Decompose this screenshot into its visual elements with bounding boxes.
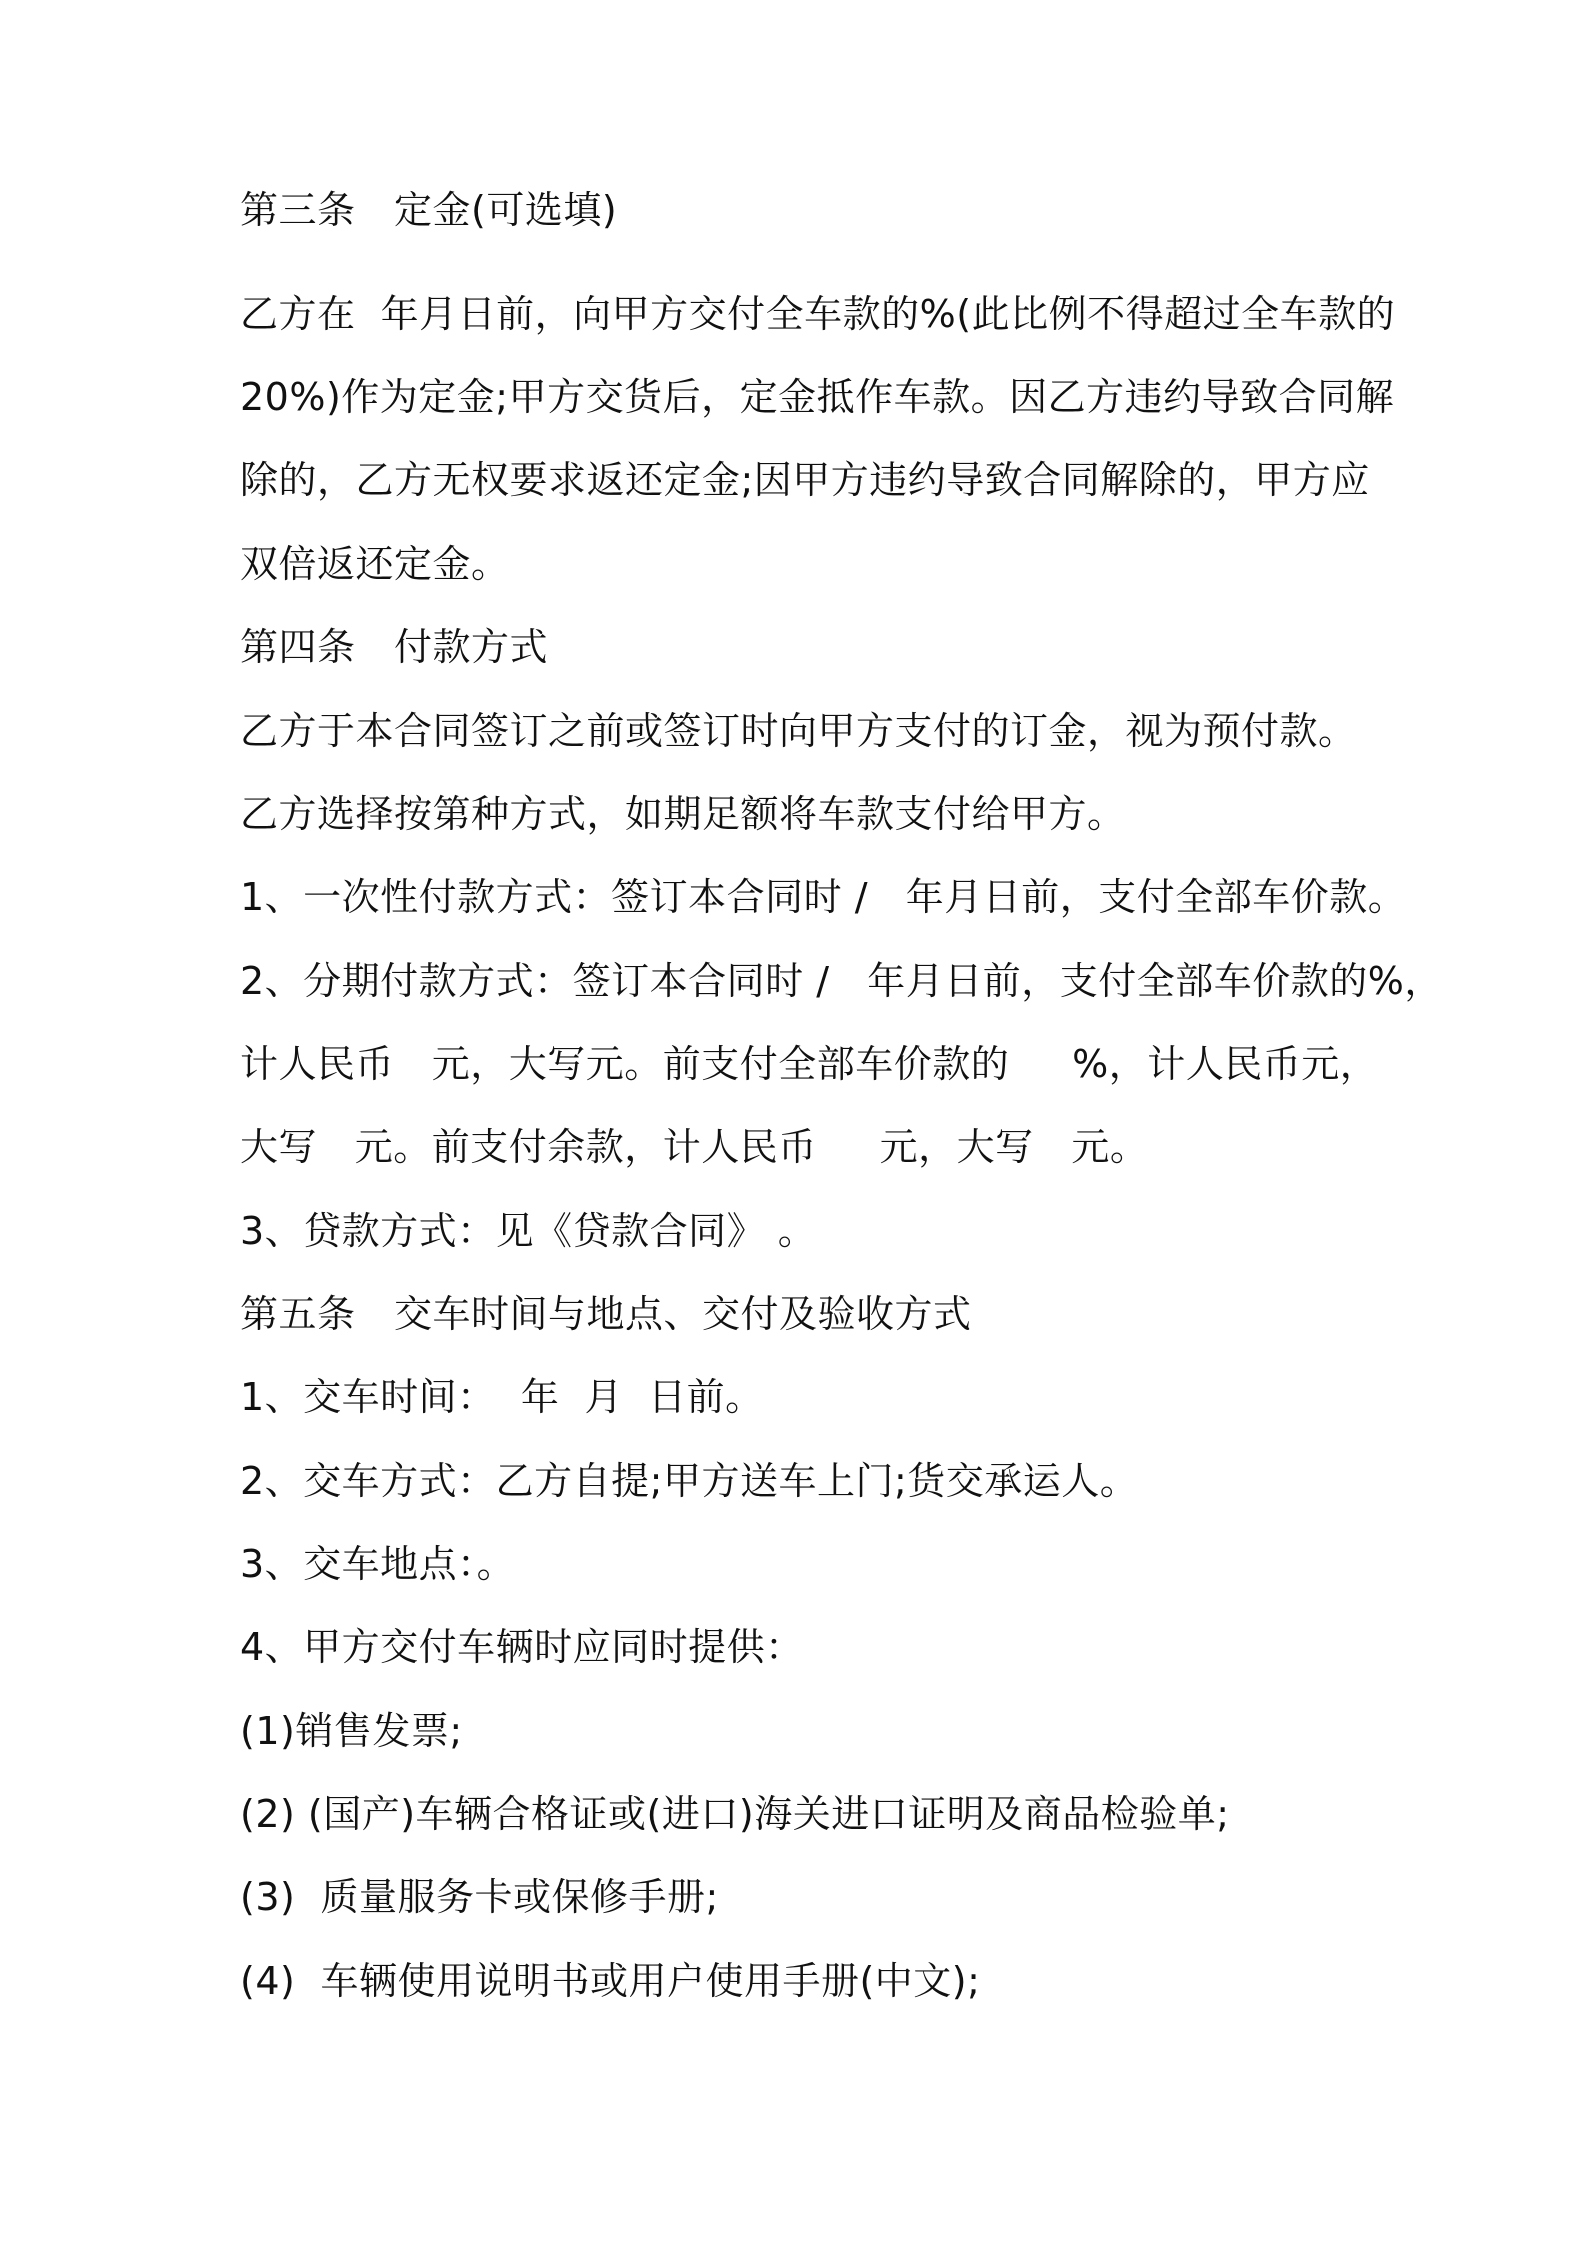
list-item: 3、贷款方式：见《贷款合同》 。 [240,1209,817,1253]
list-item: (1)销售发票; [240,1709,463,1753]
article-4-heading: 第四条 付款方式 [240,625,549,669]
paragraph-line: 除的，乙方无权要求返还定金;因甲方违约导致合同解除的，甲方应 [240,458,1370,502]
list-item: 4、甲方交付车辆时应同时提供： [240,1625,804,1669]
paragraph-line: 双倍返还定金。 [240,542,510,586]
paragraph-line: 乙方选择按第种方式，如期足额将车款支付给甲方。 [240,792,1126,836]
list-item: (3) 质量服务卡或保修手册; [240,1875,719,1919]
list-item: 1、交车时间： 年 月 日前。 [240,1375,764,1419]
article-5-heading: 第五条 交车时间与地点、交付及验收方式 [240,1292,972,1336]
paragraph-line: 计人民币 元，大写元。前支付全部车价款的 %，计人民币元， [240,1042,1379,1086]
list-item: (4) 车辆使用说明书或用户使用手册(中文); [240,1959,981,2003]
list-item: 1、一次性付款方式：签订本合同时 / 年月日前，支付全部车价款。 [240,875,1407,919]
paragraph-line: 乙方在 年月日前，向甲方交付全车款的%(此比例不得超过全车款的 [240,292,1396,336]
list-item: 2、交车方式：乙方自提;甲方送车上门;货交承运人。 [240,1459,1139,1503]
paragraph-line: 乙方于本合同签订之前或签订时向甲方支付的订金，视为预付款。 [240,709,1357,753]
list-item: (2) (国产)车辆合格证或(进口)海关进口证明及商品检验单; [240,1792,1230,1836]
paragraph-line: 20%)作为定金;甲方交货后，定金抵作车款。因乙方违约导致合同解 [240,375,1395,419]
list-item: 2、分期付款方式：签订本合同时 / 年月日前，支付全部车价款的%， [240,959,1443,1003]
article-3-heading: 第三条 定金(可选填) [240,188,618,232]
list-item: 3、交车地点：。 [240,1542,516,1586]
paragraph-line: 大写 元。前支付余款，计人民币 元，大写 元。 [240,1125,1149,1169]
